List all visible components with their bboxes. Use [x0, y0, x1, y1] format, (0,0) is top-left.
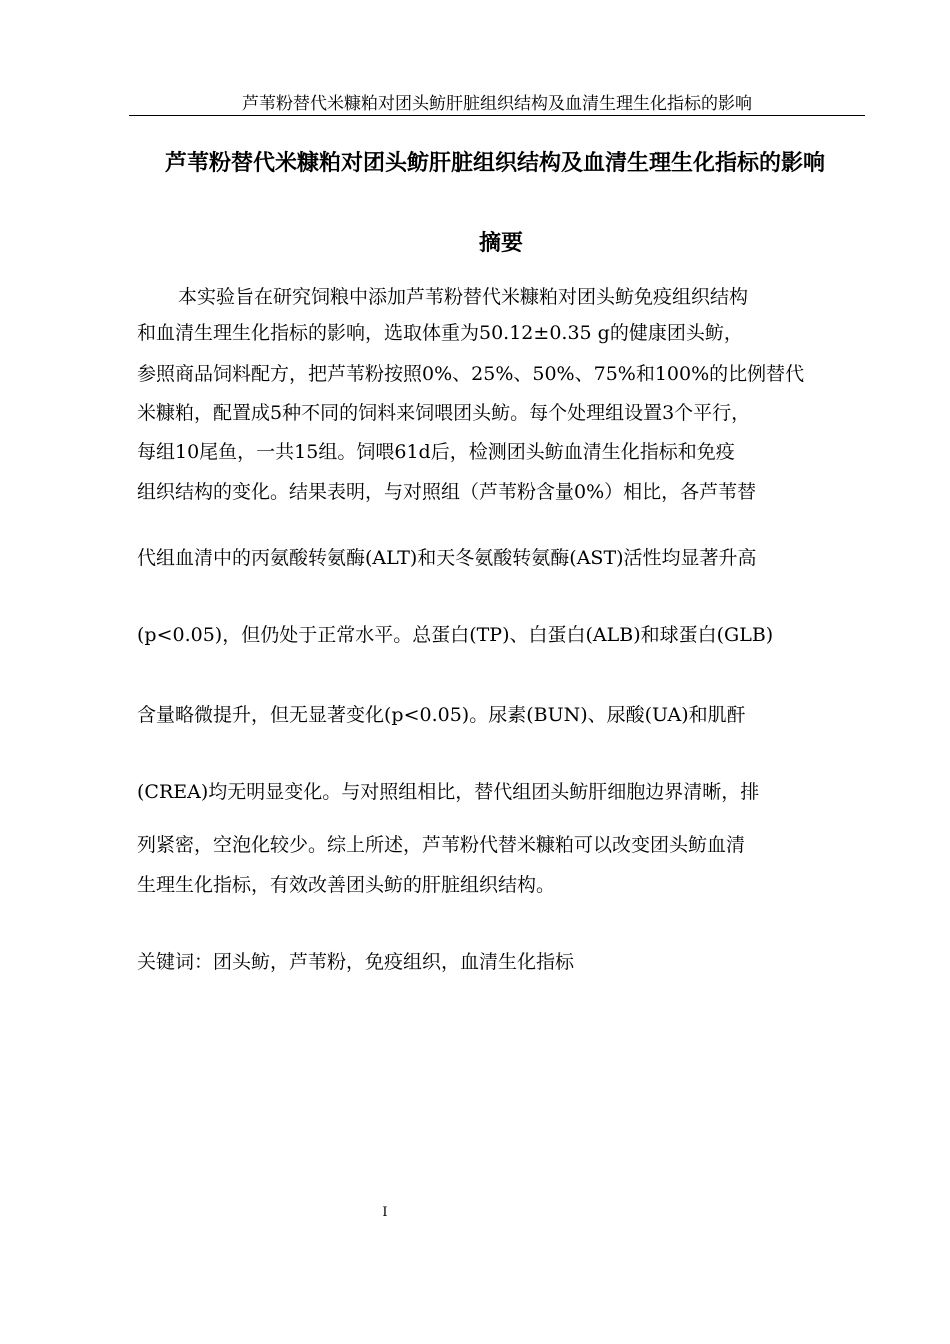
page-number: I: [382, 1205, 388, 1220]
abstract-line: 含量略微提升，但无显著变化(p<0.05)。尿素(BUN)、尿酸(UA)和肌酐: [137, 704, 746, 726]
abstract-line: 参照商品饲料配方，把芦苇粉按照0%、25%、50%、75%和100%的比例替代: [137, 363, 805, 385]
abstract-line: 米糠粕，配置成5种不同的饲料来饲喂团头鲂。每个处理组设置3个平行，: [137, 402, 751, 424]
abstract-line: 和血清生理生化指标的影响，选取体重为50.12±0.35 g的健康团头鲂，: [137, 322, 743, 344]
abstract-line: 列紧密，空泡化较少。综上所述，芦苇粉代替米糠粕可以改变团头鲂血清: [137, 834, 746, 856]
abstract-line: 生理生化指标，有效改善团头鲂的肝脏组织结构。: [137, 874, 556, 896]
abstract-line: 组织结构的变化。结果表明，与对照组（芦苇粉含量0%）相比，各芦苇替: [137, 481, 757, 503]
abstract-line: 本实验旨在研究饲粮中添加芦苇粉替代米糠粕对团头鲂免疫组织结构: [178, 286, 749, 308]
running-header: 芦苇粉替代米糠粕对团头鲂肝脏组织结构及血清生理生化指标的影响: [242, 94, 752, 114]
paper-title: 芦苇粉替代米糠粕对团头鲂肝脏组织结构及血清生理生化指标的影响: [164, 151, 825, 176]
abstract-heading: 摘要: [478, 231, 523, 256]
header-divider: [129, 115, 865, 116]
abstract-line: (CREA)均无明显变化。与对照组相比，替代组团头鲂肝细胞边界清晰，排: [137, 781, 760, 803]
abstract-line: 代组血清中的丙氨酸转氨酶(ALT)和天冬氨酸转氨酶(AST)活性均显著升高: [137, 547, 757, 569]
abstract-line: 每组10尾鱼，一共15组。饲喂61d后，检测团头鲂血清生化指标和免疫: [137, 441, 735, 463]
abstract-line: (p<0.05)，但仍处于正常水平。总蛋白(TP)、白蛋白(ALB)和球蛋白(GLB): [137, 624, 774, 646]
keywords: 关键词：团头鲂，芦苇粉，免疫组织，血清生化指标: [137, 951, 575, 973]
